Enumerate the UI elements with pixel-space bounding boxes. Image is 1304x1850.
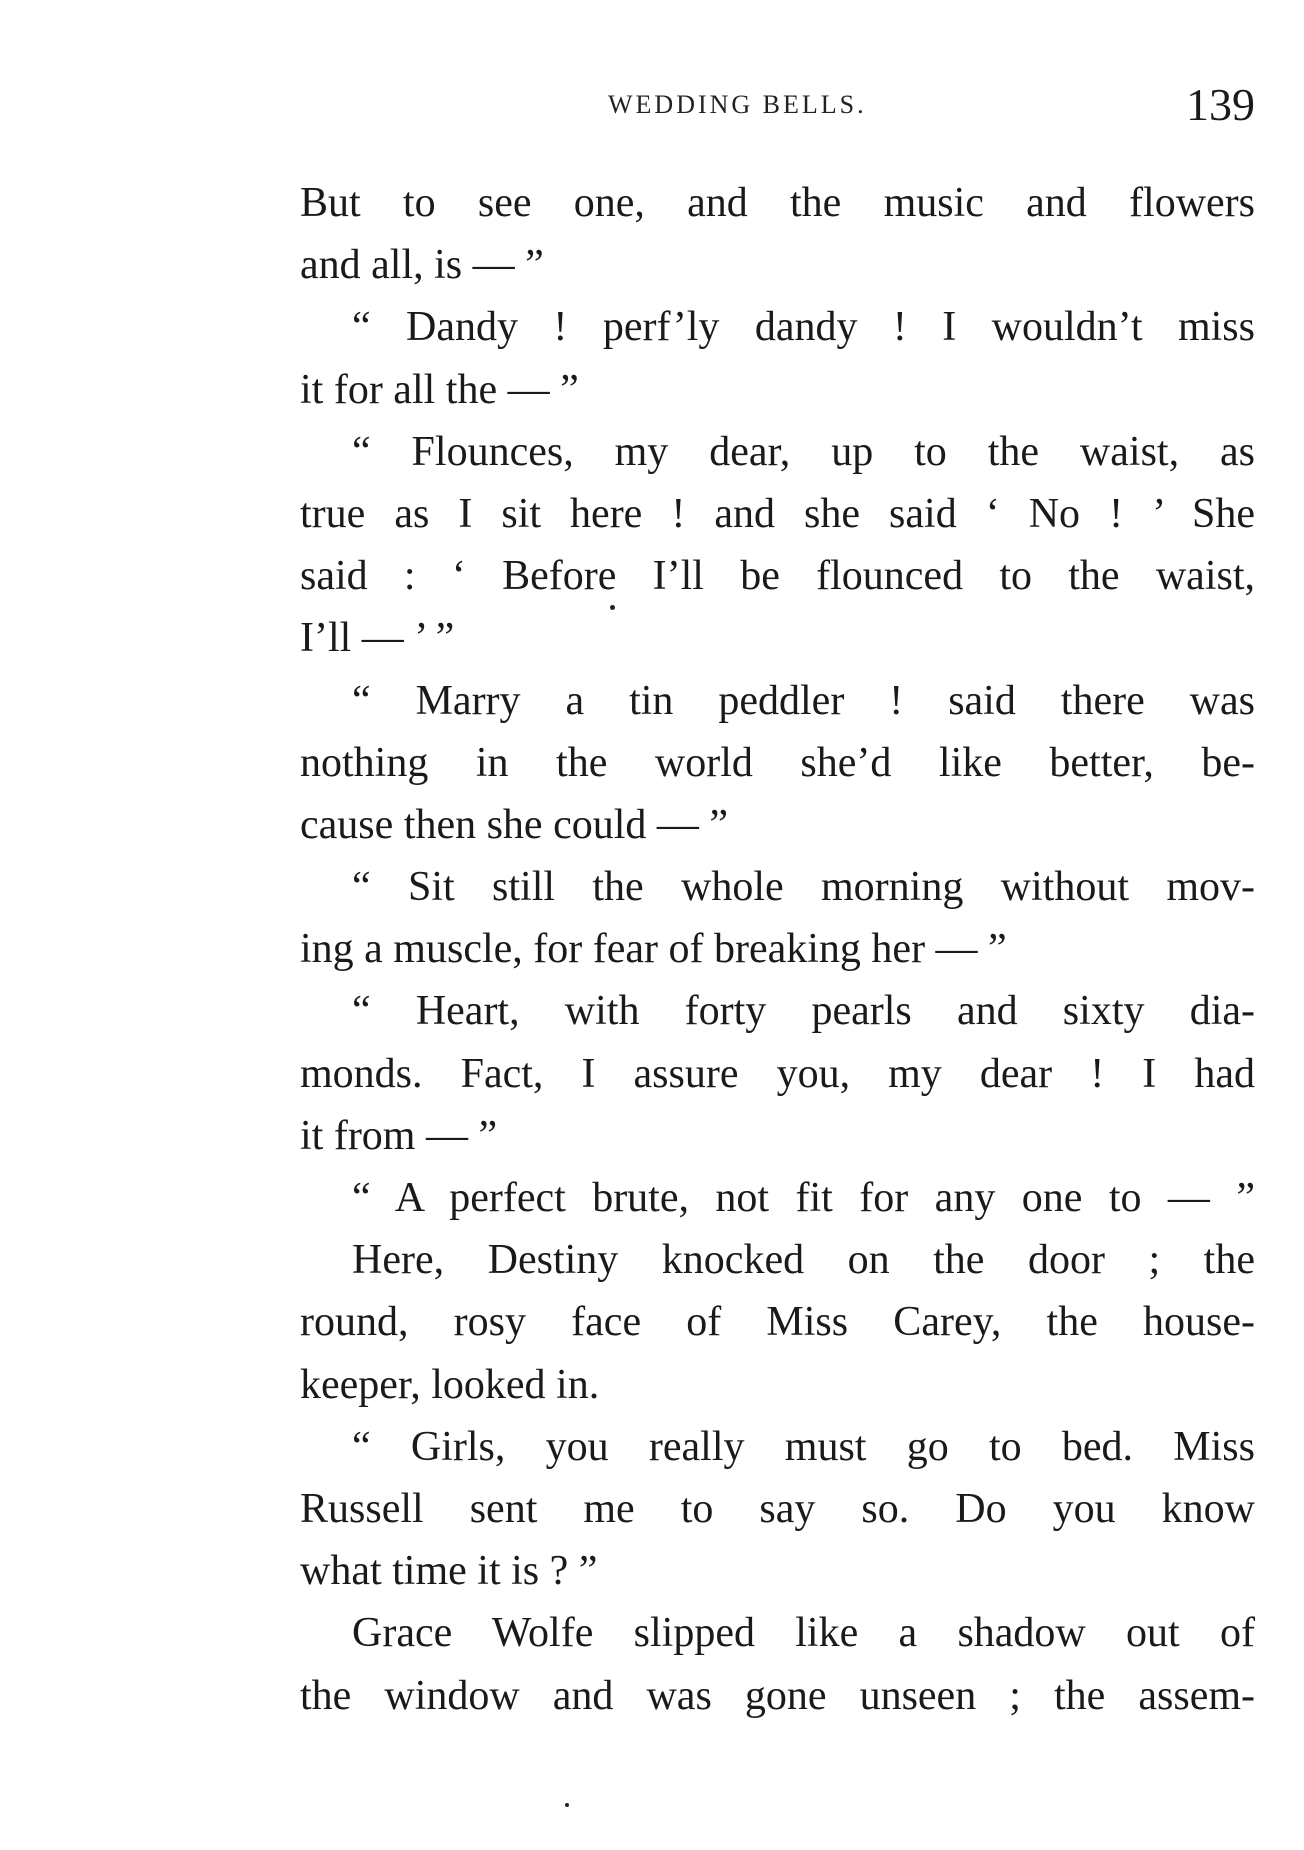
text-line: cause then she could — ” (300, 801, 729, 848)
running-header (300, 78, 1255, 128)
text-line: ing a muscle, for fear of breaking her — ” (300, 926, 1007, 973)
ink-speck (610, 605, 615, 610)
text-line: “ Sit still the whole morning without mov- (352, 864, 1255, 911)
text-line: monds. Fact, I assure you, my dear ! I had (300, 1050, 1255, 1097)
text-line: Russell sent me to say so. Do you know (300, 1485, 1255, 1532)
text-line: Here, Destiny knocked on the door ; the (352, 1237, 1255, 1284)
text-line: “ Girls, you really must go to bed. Miss (352, 1423, 1255, 1470)
text-line: what time it is ? ” (300, 1548, 598, 1595)
page-number: 139 (1186, 79, 1255, 130)
text-line: keeper, looked in. (300, 1361, 600, 1408)
text-line: nothing in the world she’d like better, be- (300, 739, 1255, 786)
text-line: “ Marry a tin peddler ! said there was (352, 677, 1255, 724)
text-line: “ Flounces, my dear, up to the waist, as (352, 428, 1255, 475)
text-line: true as I sit here ! and she said ‘ No ! ’ She (300, 490, 1255, 537)
text-line: But to see one, and the music and flowers (300, 180, 1255, 226)
text-line: the window and was gone unseen ; the assem- (300, 1672, 1255, 1719)
body-text (300, 172, 1255, 1727)
text-line: “ Dandy ! perf’ly dandy ! I wouldn’t miss (352, 304, 1255, 351)
text-line: I’ll — ’ ” (300, 615, 455, 662)
text-line: Grace Wolfe slipped like a shadow out of (352, 1610, 1255, 1657)
ink-speck (565, 1803, 569, 1807)
text-line: said : ‘ Before I’ll be flounced to the waist, (300, 553, 1255, 600)
text-line: it for all the — ” (300, 366, 579, 413)
text-line: round, rosy face of Miss Carey, the house- (300, 1299, 1255, 1346)
text-line: and all, is — ” (300, 242, 544, 289)
text-line: “ A perfect brute, not fit for any one to — ” (352, 1175, 1255, 1221)
text-line: it from — ” (300, 1112, 498, 1159)
text-line: “ Heart, with forty pearls and sixty dia- (352, 988, 1255, 1035)
running-title: WEDDING BELLS. (608, 90, 867, 119)
